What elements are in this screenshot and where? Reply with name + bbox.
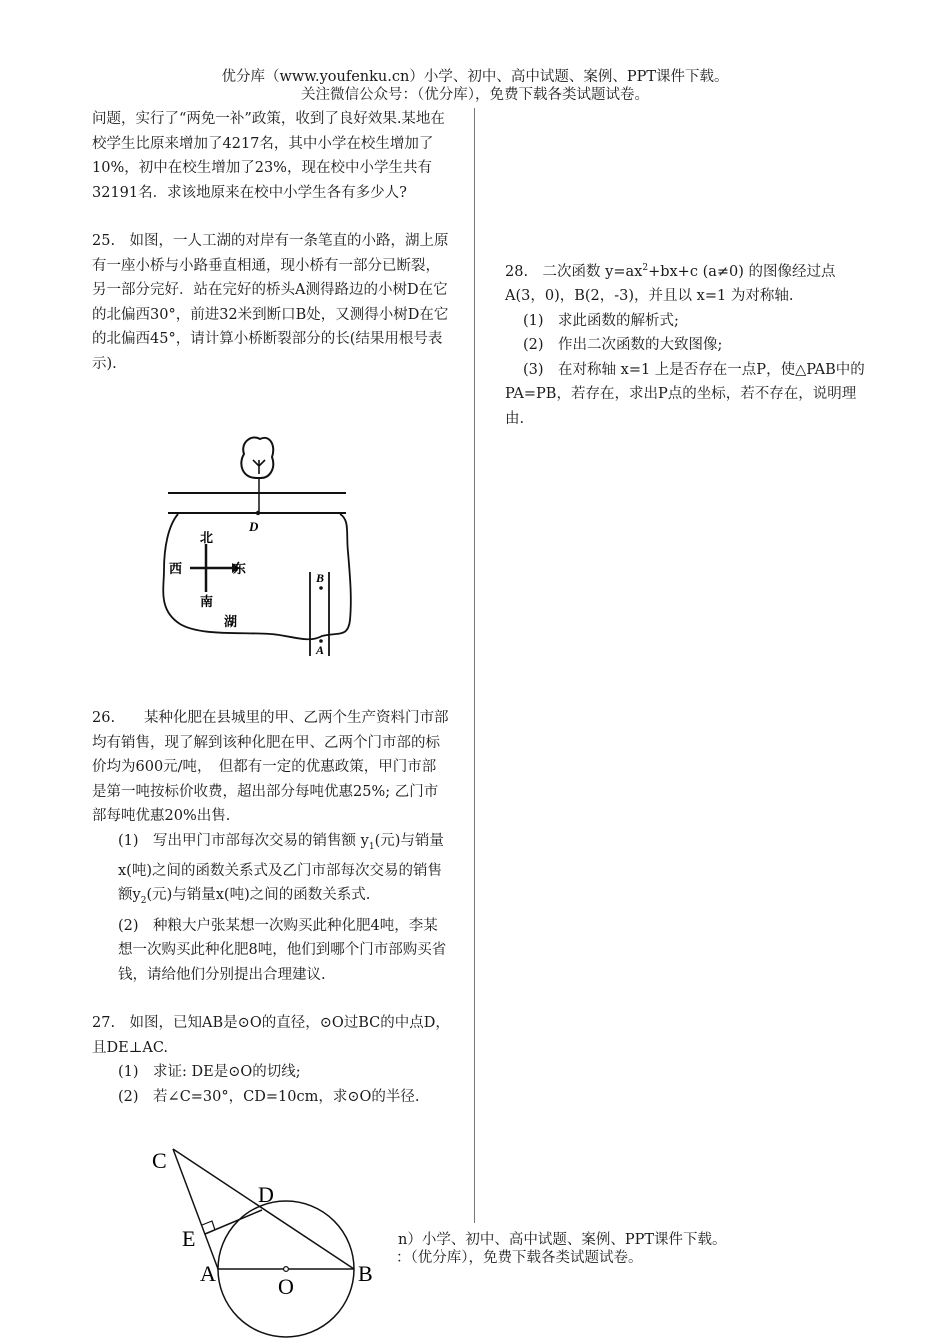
point-b	[319, 586, 323, 590]
column-divider	[474, 108, 475, 1223]
label-east: 东	[233, 561, 247, 576]
label-west: 西	[169, 561, 183, 576]
center-o	[284, 1267, 289, 1272]
label-d2: D	[258, 1182, 274, 1207]
tree-icon	[241, 437, 273, 478]
point-d	[256, 511, 260, 515]
q26-part1: (1) 写出甲门市部每次交易的销售额 $y_1$(元)与销量x(吨)之间的函数关系式及乙门市部每次交易的销售额$y_2$(元)与销量x(吨)之间的函数关系式.	[118, 832, 444, 907]
q28-part3: (3) 在对称轴 x=1 上是否存在一点P，使△PAB中的PA=PB，若存在，求出P点的坐标，若不存在，说明理由.	[505, 361, 865, 427]
q28-part2: (2) 作出二次函数的大致图像;	[523, 337, 723, 354]
q24-tail-text: 问题，实行了“两免一补”政策，收到了良好效果.某地在校学生比原来增加了4217名，其中小学在校生增加了10%，初中在校生增加了23%，现在校中小学生共有32191名．求该地原来在校中小学生各有多少人?	[92, 111, 445, 201]
q27-intro: 27. 如图，已知AB是⊙O的直径，⊙O过BC的中点D，且DE⊥AC.	[92, 1015, 450, 1056]
label-a: A	[316, 643, 325, 657]
label-a2: A	[200, 1261, 216, 1286]
footer-line2: ：（优分库），免费下载各类试题试卷。	[396, 1250, 643, 1266]
page-header-line2: 关注微信公众号：（优分库），免费下载各类试题试卷。	[301, 87, 649, 103]
q27-part2: (2) 若∠C=30°，CD=10cm，求⊙O的半径.	[118, 1088, 420, 1105]
segment-de	[205, 1210, 262, 1234]
segment-ca	[173, 1149, 218, 1269]
label-o: O	[278, 1274, 294, 1299]
q28-intro: 28. 二次函数 $y=ax^2+bx+c$ (a≠0) 的图像经过点A(3，0)，B(2，-3)，并且以 x=1 为对称轴.	[505, 263, 836, 305]
page-header-line1: 优分库（www.youfenku.cn）小学、初中、高中试题、案例、PPT课件下载。	[221, 69, 729, 85]
q28-part1: (1) 求此函数的解析式;	[523, 312, 679, 329]
label-south: 南	[200, 594, 214, 609]
q26-part2: (2) 种粮大户张某想一次购买此种化肥4吨，李某想一次购买此种化肥8吨，他们到哪个门市部购买省钱，请给他们分别提出合理建议.	[118, 917, 447, 983]
q27-part1: (1) 求证: DE是⊙O的切线;	[118, 1064, 301, 1081]
segment-cb	[173, 1149, 354, 1269]
label-b2: B	[358, 1261, 373, 1286]
circle-figure	[140, 1140, 390, 1340]
lake-figure	[160, 430, 360, 660]
left-column	[92, 107, 450, 376]
right-angle-mark	[202, 1221, 215, 1230]
label-e: E	[182, 1226, 196, 1251]
label-lake: 湖	[224, 614, 238, 629]
label-north: 北	[200, 530, 214, 545]
label-c: C	[152, 1148, 167, 1173]
label-d: D	[249, 519, 259, 534]
footer-line1: n）小学、初中、高中试题、案例、PPT课件下载。	[398, 1232, 727, 1248]
left-column-lower	[92, 706, 450, 1109]
right-column	[505, 256, 865, 431]
label-b: B	[316, 571, 325, 585]
q26-intro: 26. 某种化肥在县城里的甲、乙两个生产资料门市部均有销售，现了解到该种化肥在甲、乙两个门市部的标价均为600元/吨， 但都有一定的优惠政策，甲门市部是第一吨按标价收费，超出部分每吨优惠25%; 乙门市部每吨优惠20%出售.	[92, 710, 449, 824]
q25-text: 25. 如图，一人工湖的对岸有一条笔直的小路，湖上原有一座小桥与小路垂直相通，现小桥有一部分已断裂，另一部分完好．站在完好的桥头A测得路边的小树D在它的北偏西30°，前进32米到断口B处，又测得小树D在它的北偏西45°，请计算小桥断裂部分的长(结果用根号表示).	[92, 233, 449, 372]
